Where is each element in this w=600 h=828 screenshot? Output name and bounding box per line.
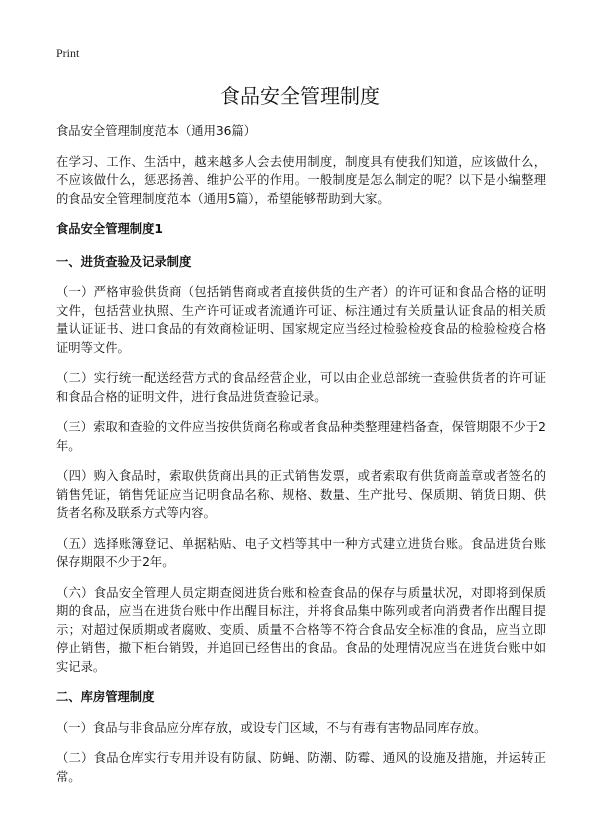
- paragraph: （六）食品安全管理人员定期查阅进货台账和检查食品的保存与质量状况，对即将到保质期的食品，应当在进货台账中作出醒目标注，并将食品集中陈列或者向消费者作出醒目提示；对超过保质期或者腐败、变质、质量不合格等不符合食品安全标准的食品，应当立即停止销售，撤下柜台销毁，并追回已经售出的食品。食品的处理情况应当在进货台账中如实记录。: [56, 585, 546, 674]
- subsection-heading-purchase-inspection: 一、进货查验及记录制度: [56, 254, 192, 269]
- subsection-heading-warehouse: 二、库房管理制度: [56, 690, 155, 704]
- paragraph: （三）索取和查验的文件应当按供货商名称或者食品种类整理建档备查，保管期限不少于2年。: [56, 420, 546, 453]
- page-title: 食品安全管理制度: [220, 84, 380, 108]
- paragraph: （五）选择账簿登记、单据粘贴、电子文档等其中一种方式建立进货台账。食品进货台账保存期限不少于2年。: [56, 536, 546, 569]
- print-link[interactable]: Print: [56, 46, 80, 60]
- document-subtitle: 食品安全管理制度范本（通用36篇）: [56, 124, 257, 138]
- paragraph: （四）购入食品时，索取供货商出具的正式销售发票，或者索取有供货商盖章或者签名的销售凭证，销售凭证应当记明食品名称、规格、数量、生产批号、保质期、销货日期、供货者名称及联系方式等内容。: [56, 469, 546, 520]
- intro-paragraph: 在学习、工作、生活中，越来越多人会去使用制度，制度具有使我们知道，应该做什么，不应该做什么，惩恶扬善、维护公平的作用。一般制度是怎么制定的呢？以下是小编整理的食品安全管理制度范本（通用5篇），希望能够帮助到大家。: [56, 154, 546, 206]
- paragraph: （一）食品与非食品应分库存放，或设专门区域，不与有毒有害物品同库存放。: [56, 720, 487, 735]
- paragraph: （二）食品仓库实行专用并设有防鼠、防蝇、防潮、防霉、通风的设施及措施，并运转正常。: [56, 751, 546, 784]
- paragraph: （一）严格审验供货商（包括销售商或者直接供货的生产者）的许可证和食品合格的证明文件，包括营业执照、生产许可证或者流通许可证、标注通过有关质量认证食品的相关质量认证证书、进口食品的有效商检证明、国家规定应当经过检验检疫食品的检验检疫合格证明等文件。: [56, 285, 546, 355]
- paragraph: （二）实行统一配送经营方式的食品经营企业，可以由企业总部统一查验供货者的许可证和食品合格的证明文件，进行食品进货查验记录。: [56, 371, 546, 404]
- document-body: [56, 122, 546, 798]
- section-heading: 食品安全管理制度1: [56, 222, 163, 236]
